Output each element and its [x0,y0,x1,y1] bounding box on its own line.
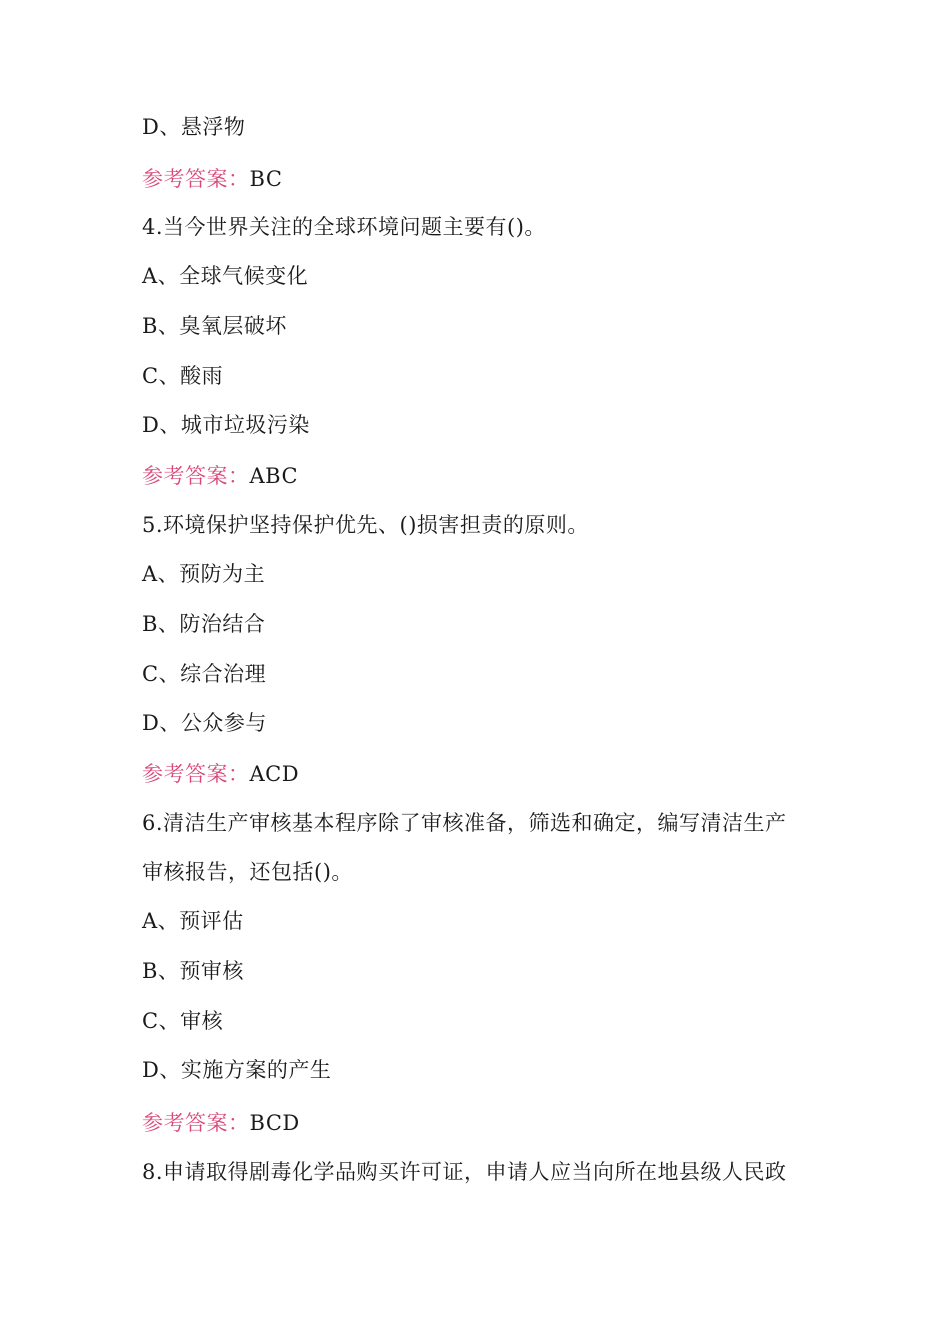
answer-value: BCD [249,1111,300,1135]
answer-line [142,164,282,194]
answer-value: ABC [249,464,299,488]
option-line: A、全球气候变化 [142,264,309,288]
question-line: 5.环境保护坚持保护优先、()损害担责的原则。 [142,513,589,537]
answer-label: 参考答案： [142,167,250,191]
answer-label: 参考答案： [142,1111,250,1135]
question-line: 4.当今世界关注的全球环境问题主要有()。 [142,215,546,239]
question-line: 审核报告，还包括()。 [142,860,353,884]
option-line: B、防治结合 [142,612,266,636]
answer-line [142,461,298,491]
option-line: A、预评估 [142,909,244,933]
option-line: C、审核 [142,1009,224,1033]
option-line: D、城市垃圾污染 [142,413,310,437]
option-line: D、实施方案的产生 [142,1058,332,1082]
option-line: C、综合治理 [142,662,267,686]
answer-value: ACD [249,762,300,786]
option-line: D、悬浮物 [142,115,246,139]
option-line: A、预防为主 [142,562,266,586]
answer-line [142,759,299,789]
option-line: C、酸雨 [142,364,224,388]
option-line: B、臭氧层破坏 [142,314,287,338]
option-line: B、预审核 [142,959,244,983]
answer-label: 参考答案： [142,762,250,786]
option-line: D、公众参与 [142,711,267,735]
answer-line [142,1108,300,1138]
question-line: 8.申请取得剧毒化学品购买许可证，申请人应当向所在地县级人民政 [142,1160,787,1184]
answer-label: 参考答案： [142,464,250,488]
answer-value: BC [249,167,283,191]
question-line: 6.清洁生产审核基本程序除了审核准备，筛选和确定，编写清洁生产 [142,811,787,835]
